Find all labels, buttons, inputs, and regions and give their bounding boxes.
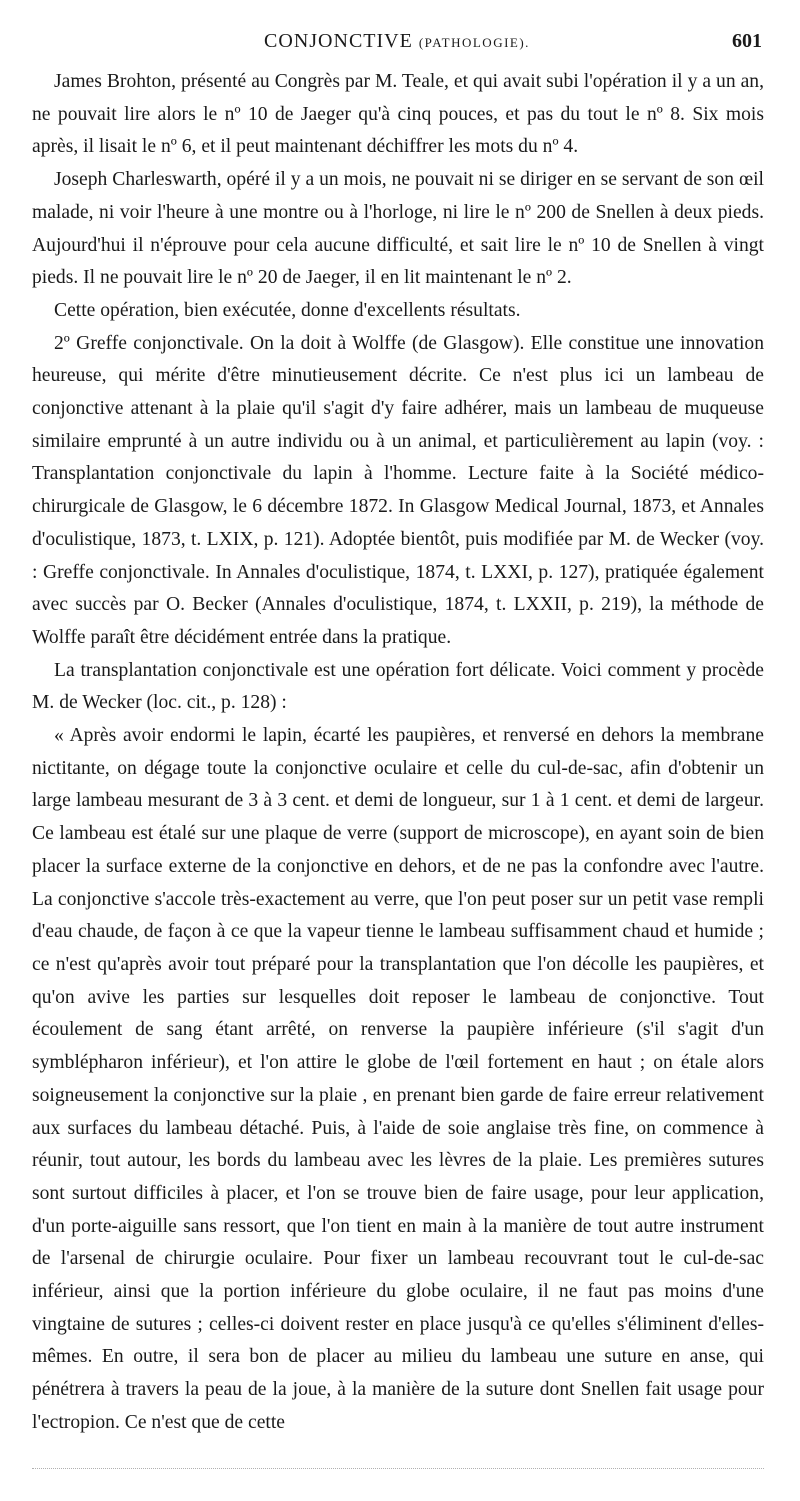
header-subtitle: (PATHOLOGIE). [418,35,530,50]
paragraph-results: Cette opération, bien exécutée, donne d'excellents résultats. [54,299,521,321]
body-text [32,66,764,1440]
paragraph-brohton: James Brohton, présenté au Congrès par M. Teale, et qui avait subi l'opération il y a un an, ne pouvait lire alors le nº 10 de Jaeger qu'à cinq pouces, et pas du tout le nº 8. Six mois après, il lisait le nº 6, et il peut maintenant déchiffrer les mots du nº 4. [32,71,764,158]
paragraph-transplantation: La transplantation conjonctivale est une opération fort délicate. Voici comment y procède M. de Wecker (loc. cit., p. 128) : [32,659,764,714]
bottom-dotted-rule [32,1468,764,1469]
running-head [32,30,762,58]
paragraph-charleswarth: Joseph Charleswarth, opéré il y a un mois, ne pouvait ni se diriger en se servant de son œil malade, ni voir l'heure à une montre ou à l'horloge, ni lire le nº 200 de Snellen à deux pieds. Aujourd'hui il n'éprouve pour cela aucune difficulté, et sait lire le nº 10 de Snellen à vingt pieds. Il ne pouvait lire le nº 20 de Jaeger, il en lit maintenant le nº 2. [32,169,764,289]
page-number: 601 [732,30,762,52]
header-title: CONJONCTIVE [264,30,413,52]
paragraph-greffe-conjonctivale: 2º Greffe conjonctivale. On la doit à Wolffe (de Glasgow). Elle constitue une innovation heureuse, qui mérite d'être minutieusement décrite. Ce n'est plus ici un lambeau de conjonctive attenant à la plaie qu'il s'agit d'y faire adhérer, mais un lambeau de muqueuse similaire emprunté à un autre individu ou à un animal, et particulièrement au lapin (voy. : Transplantation conjonctivale du lapin à l'homme. Lecture faite à la Société médico-chirurgicale de Glasgow, le 6 décembre 1872. In Glasgow Medical Journal, 1873, et Annales d'oculistique, 1873, t. LXIX, p. 121). Adoptée bientôt, puis modifiée par M. de Wecker (voy. : Greffe conjonctivale. In Annales d'oculistique, 1874, t. LXXI, p. 127), pratiquée également avec succès par O. Becker (Annales d'oculistique, 1874, t. LXXII, p. 219), la méthode de Wolffe paraît être décidément entrée dans la pratique. [32,332,764,648]
running-title [32,30,762,53]
paragraph-wecker-quote: « Après avoir endormi le lapin, écarté les paupières, et renversé en dehors la membrane nictitante, on dégage toute la conjonctive oculaire et celle du cul-de-sac, afin d'obtenir un large lambeau mesurant de 3 à 3 cent. et demi de longueur, sur 1 à 1 cent. et demi de largeur. Ce lambeau est étalé sur une plaque de verre (support de microscope), en ayant soin de bien placer la surface externe de la conjonctive en dehors, et de ne pas la confondre avec l'autre. La conjonctive s'accole très-exactement au verre, que l'on peut poser sur un petit vase rempli d'eau chaude, de façon à ce que la vapeur tienne le lambeau suffisamment chaud et humide ; ce n'est qu'après avoir tout préparé pour la transplantation que l'on décolle les paupières, et qu'on avive les parties sur lesquelles doit reposer le lambeau de conjonctive. Tout écoulement de sang étant arrêté, on renverse la paupière inférieure (s'il s'agit d'un symblépharon inférieur), et l'on attire le globe de l'œil fortement en haut ; on étale alors soigneusement la conjonctive sur la plaie , en prenant bien garde de faire erreur relativement aux surfaces du lambeau détaché. Puis, à l'aide de soie anglaise très fine, on commence à réunir, tout autour, les bords du lambeau avec les lèvres de la plaie. Les premières sutures sont surtout difficiles à placer, et l'on se trouve bien de faire usage, pour leur application, d'un porte-aiguille sans ressort, que l'on tient en main à la manière de tout autre instrument de l'arsenal de chirurgie oculaire. Pour fixer un lambeau recouvrant tout le cul-de-sac inférieur, ainsi que la portion inférieure du globe oculaire, il ne faut pas moins d'une vingtaine de sutures ; celles-ci doivent rester en place jusqu'à ce qu'elles s'éliminent d'elles-mêmes. En outre, il sera bon de placer au milieu du lambeau une suture en anse, qui pénétrera à travers la peau de la joue, à la manière de la suture dont Snellen fait usage pour l'ectropion. Ce n'est que de cette [32,725,764,1433]
